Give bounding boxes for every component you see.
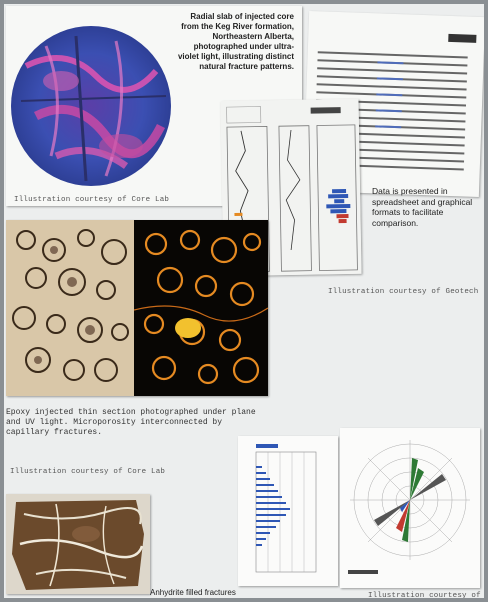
thin-section-uv-image — [134, 220, 268, 396]
epoxy-thin-section-caption: Epoxy injected thin section photographed under plane and UV light. Microporosity interconnected by capillary fractures. — [6, 408, 256, 437]
anhydrite-caption: Anhydrite filled fractures — [150, 588, 236, 597]
anhydrite-photo-card — [6, 494, 150, 594]
rose-diagram-card — [340, 428, 480, 588]
anhydrite-core-image — [6, 494, 150, 594]
thin-section-plane-light-image — [6, 220, 134, 396]
data-presented-caption: Data is presented in spreadsheet and graphical formats to facilitate comparison. — [372, 186, 473, 228]
courtesy-core-lab-mid: Illustration courtesy of Core Lab — [10, 468, 166, 476]
histogram-card — [238, 436, 338, 586]
courtesy-geotech: Illustration courtesy of Geotech — [328, 288, 479, 296]
courtesy-bottom-partial: Illustration courtesy of — [368, 592, 481, 598]
courtesy-core-lab-top: Illustration courtesy of Core Lab — [14, 196, 170, 204]
thin-section-card — [6, 220, 268, 396]
rose-diagram-image — [340, 428, 480, 588]
collage-board — [4, 4, 484, 598]
radial-slab-caption: Radial slab of injected core from the Keg River formation, Northeastern Alberta, photographed under ultra-violet light, illustrating distinct natural fracture patterns. — [177, 12, 294, 71]
histogram-chart-image — [238, 436, 338, 586]
